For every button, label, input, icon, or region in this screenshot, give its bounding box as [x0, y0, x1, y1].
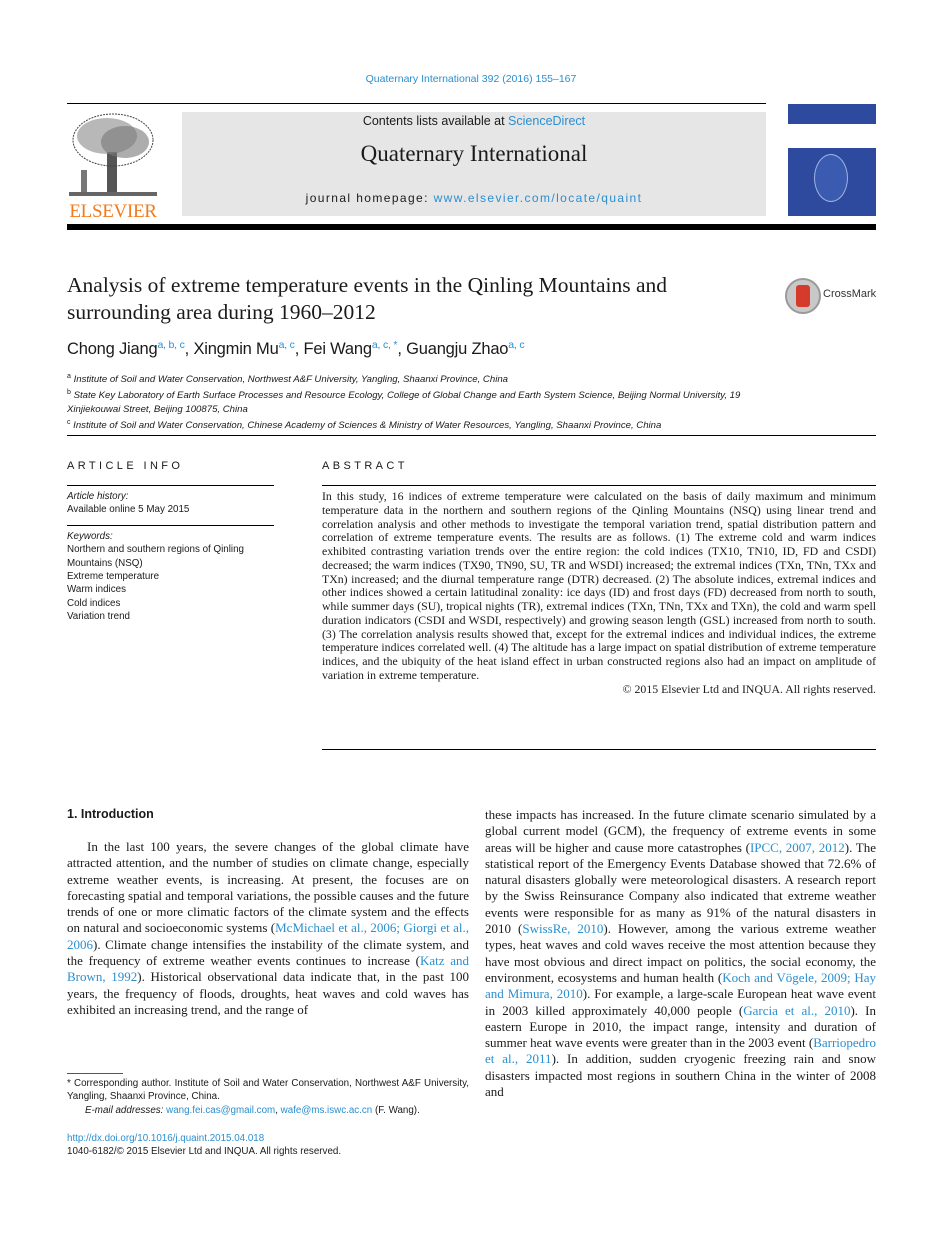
issn-copyright: 1040-6182/© 2015 Elsevier Ltd and INQUA. All rights reserved. — [67, 1146, 342, 1158]
author-name: Fei Wang — [303, 340, 372, 358]
author-name: Chong Jiang — [67, 340, 158, 358]
journal-title: Quaternary International — [360, 141, 588, 166]
keyword-list — [67, 543, 274, 623]
keywords-label: Keywords: — [67, 530, 113, 542]
affiliation-mark: a — [67, 373, 71, 380]
top-rule — [67, 103, 766, 104]
article-info — [67, 485, 274, 624]
author-affiliation-marks[interactable]: a, c — [278, 339, 295, 351]
inqua-seal-icon — [814, 154, 848, 202]
affiliation-text: State Key Laboratory of Earth Surface Processes and Resource Ecology, College of Global Change and Earth System Science, Beijing Normal University, 19 Xinjiekouwai Street, Beijing 100875, China — [67, 390, 741, 415]
affiliation — [67, 386, 767, 416]
affiliations — [67, 370, 876, 433]
affiliation-text: Institute of Soil and Water Conservation, Northwest A&F University, Yangling, Shaanxi Province, China — [73, 374, 508, 386]
affiliation — [67, 416, 876, 432]
footnote-rule — [67, 1073, 123, 1074]
homepage-label: journal homepage: — [305, 191, 434, 205]
text-segment: ). For example, a large-scale European heat wave event in 2003 killed approximately 40,000 people ( — [485, 986, 876, 1018]
doi-block — [67, 1132, 341, 1159]
keyword: Northern and southern regions of Qinling Mountains (NSQ) — [67, 544, 244, 569]
corresponding-author-note: * Corresponding author. Institute of Soil and Water Conservation, Northwest A&F University, Yangling, Shaanxi Province, China. — [67, 1078, 469, 1103]
keyword: Warm indices — [67, 584, 126, 596]
affiliation-mark: b — [67, 389, 71, 397]
keyword: Variation trend — [67, 611, 130, 623]
divider — [67, 525, 274, 526]
author-separator: , — [397, 340, 407, 358]
abstract-copyright: © 2015 Elsevier Ltd and INQUA. All rights reserved. — [622, 681, 876, 696]
crossmark-icon — [785, 278, 821, 314]
email-link[interactable]: wang.fei.cas@gmail.com — [166, 1104, 276, 1116]
history-label: Article history: — [67, 491, 129, 502]
journal-banner — [182, 112, 766, 216]
citation-link[interactable]: McMichael et al., 2006; Giorgi et al., 2006 — [67, 920, 469, 952]
elsevier-logo[interactable] — [67, 112, 159, 222]
divider — [322, 485, 876, 486]
affiliation — [67, 370, 876, 386]
author-name: Guangju Zhao — [406, 340, 509, 358]
sciencedirect-link[interactable]: ScienceDirect — [508, 114, 586, 128]
author-affiliation-marks[interactable]: a, c — [508, 339, 525, 351]
text-segment: ). However, among the various extreme weather types, heat waves and cold waves receive the most attention because they have most obvious and direct impact on politics, the social economy, the environment, ecosystems and human health ( — [485, 921, 876, 985]
author-name: Xingmin Mu — [193, 340, 279, 358]
author-separator: , — [294, 340, 304, 358]
cover-title-strip — [788, 124, 876, 148]
divider — [322, 749, 876, 750]
crossmark-button[interactable] — [785, 278, 877, 314]
intro-paragraph-right — [485, 807, 876, 1100]
citation-link[interactable]: Katz and Brown, 1992 — [67, 953, 469, 985]
divider — [67, 435, 876, 436]
tree-icon — [67, 112, 159, 198]
email-label: E-mail addresses: — [85, 1104, 167, 1116]
elsevier-wordmark: ELSEVIER — [69, 201, 157, 222]
author-affiliation-marks[interactable]: a, c, * — [371, 339, 398, 351]
intro-paragraph-left — [67, 839, 469, 1018]
keyword: Extreme temperature — [67, 571, 160, 583]
history-value: Available online 5 May 2015 — [67, 504, 190, 516]
text-segment: ). Climate change intensifies the instability of the climate system, and the frequency of extreme weather events continues to increase ( — [67, 936, 469, 969]
article-title: Analysis of extreme temperature events in the Qinling Mountains and surrounding area during 1960–2012 — [67, 273, 668, 324]
abstract-heading: ABSTRACT — [322, 460, 408, 472]
affiliation-mark: c — [67, 419, 71, 427]
citation-link[interactable]: SwissRe, 2010 — [522, 921, 604, 937]
contents-label: Contents lists available at — [362, 114, 509, 128]
email-sep: , — [275, 1104, 281, 1116]
citation-link[interactable]: Koch and Vögele, 2009; Hay and Mimura, 2010 — [485, 969, 876, 1002]
divider — [67, 485, 274, 486]
keyword: Cold indices — [67, 597, 121, 609]
header-rule — [67, 224, 876, 230]
text-segment: ). Historical observational data indicate that, in the past 100 years, the frequency of floods, droughts, heat waves and cold waves has exhibited an increasing trend, and the range of — [67, 969, 469, 1017]
affiliation-text: Institute of Soil and Water Conservation, Chinese Academy of Sciences & Ministry of Water Resources, Yangling, Shaanxi Province, China — [73, 420, 662, 432]
abstract — [322, 490, 876, 696]
abstract-text: In this study, 16 indices of extreme temperature were calculated on the basis of daily maximum and minimum temperature data in the northern and southern regions of the Qinling Mountains (NSQ) using linear trend and correlation analysis and other methods to investigate the temporal variation trend, spatial distribution pattern and correlation of extreme temperature events. The results are as follows. (1) The extreme cold and warm indices exhibited contrasting variation trends over the entire region: the cold indices (TX10, TN10, ID, FD and CSDI) decreased; the warm indices (TX90, TN90, SU, TR and WSDI) increased; the extremal indices (TXn, TNn, TXx and TXn) increased; and the diurnal temperature range (DTR) decreased. (2) The absolute indices, extremal indices and other indices showed a certain latitudinal zonality: ice days (ID) and frost days (FD) decreased from north to south, while summer days (SU), tropical nights (TR), extremal indices (TXn, TNn, TXx and TXn), the cold and warm spell duration indicators (CSDI and WSDI, respectively) and growing season length (GSL) increased from north to south. (3) The correlation analysis results showed that, except for the extremal indices and individual indices, the extreme temperature indices correlated well. (4) The altitude has a large impact on spatial distribution of extreme temperature indices, and the ubiquity of the heat island effect in urban constructed regions also had an impact on amplitude of variation in extreme temperature. — [322, 489, 876, 682]
author-separator: , — [184, 340, 194, 358]
citation-link[interactable]: IPCC, 2007, 2012 — [749, 839, 845, 855]
homepage-link[interactable]: www.elsevier.com/locate/quaint — [433, 191, 643, 205]
article-info-heading: ARTICLE INFO — [67, 460, 184, 472]
crossmark-label: CrossMark — [823, 288, 877, 300]
footnote — [67, 1077, 469, 1117]
email-suffix: (F. Wang). — [372, 1104, 420, 1116]
citation-link[interactable]: Garcia et al., 2010 — [743, 1002, 851, 1018]
text-segment: In the last 100 years, the severe changes of the global climate have attracted attention, and the number of studies on climate change, especially extreme weather events, is increasing. At present, the focuses are on forecasting spatial and temporal variations, the possible causes and the future trends of one or more climatic factors of the climate system and the effects on natural and socioeconomic systems ( — [67, 839, 469, 936]
author-list — [67, 339, 524, 359]
text-segment: ). The statistical report of the Emergency Events Database showed that 72.6% of natural disasters globally were meteorological disasters. A research report by the Swiss Reinsurance Company also indicated that extreme weather events were responsible for as many as 91% of the natural disasters in 2010 ( — [485, 839, 877, 937]
text-segment: ). In addition, sudden cryogenic freezing rain and snow disasters impacted most regions in southern China in the winter of 2008 and — [485, 1051, 877, 1100]
journal-cover-image[interactable] — [788, 104, 876, 216]
journal-citation[interactable]: Quaternary International 392 (2016) 155–167 — [365, 73, 577, 85]
text-segment: ). In eastern Europe in 2010, the impact range, intensity and duration of summer heat wave events were greater than in the 2003 event ( — [485, 1002, 876, 1051]
author-affiliation-marks[interactable]: a, b, c — [157, 339, 185, 351]
citation-link[interactable]: Barriopedro et al., 2011 — [485, 1035, 876, 1067]
doi-link[interactable]: http://dx.doi.org/10.1016/j.quaint.2015.04.018 — [67, 1133, 265, 1144]
text-segment: these impacts has increased. In the future climate scenario simulated by a global current model (GCM), the frequency of extreme events in some areas will be higher and cause more catastrophes ( — [485, 807, 876, 855]
email-link[interactable]: wafe@ms.iswc.ac.cn — [280, 1104, 373, 1116]
section-heading-introduction: 1. Introduction — [67, 807, 154, 821]
